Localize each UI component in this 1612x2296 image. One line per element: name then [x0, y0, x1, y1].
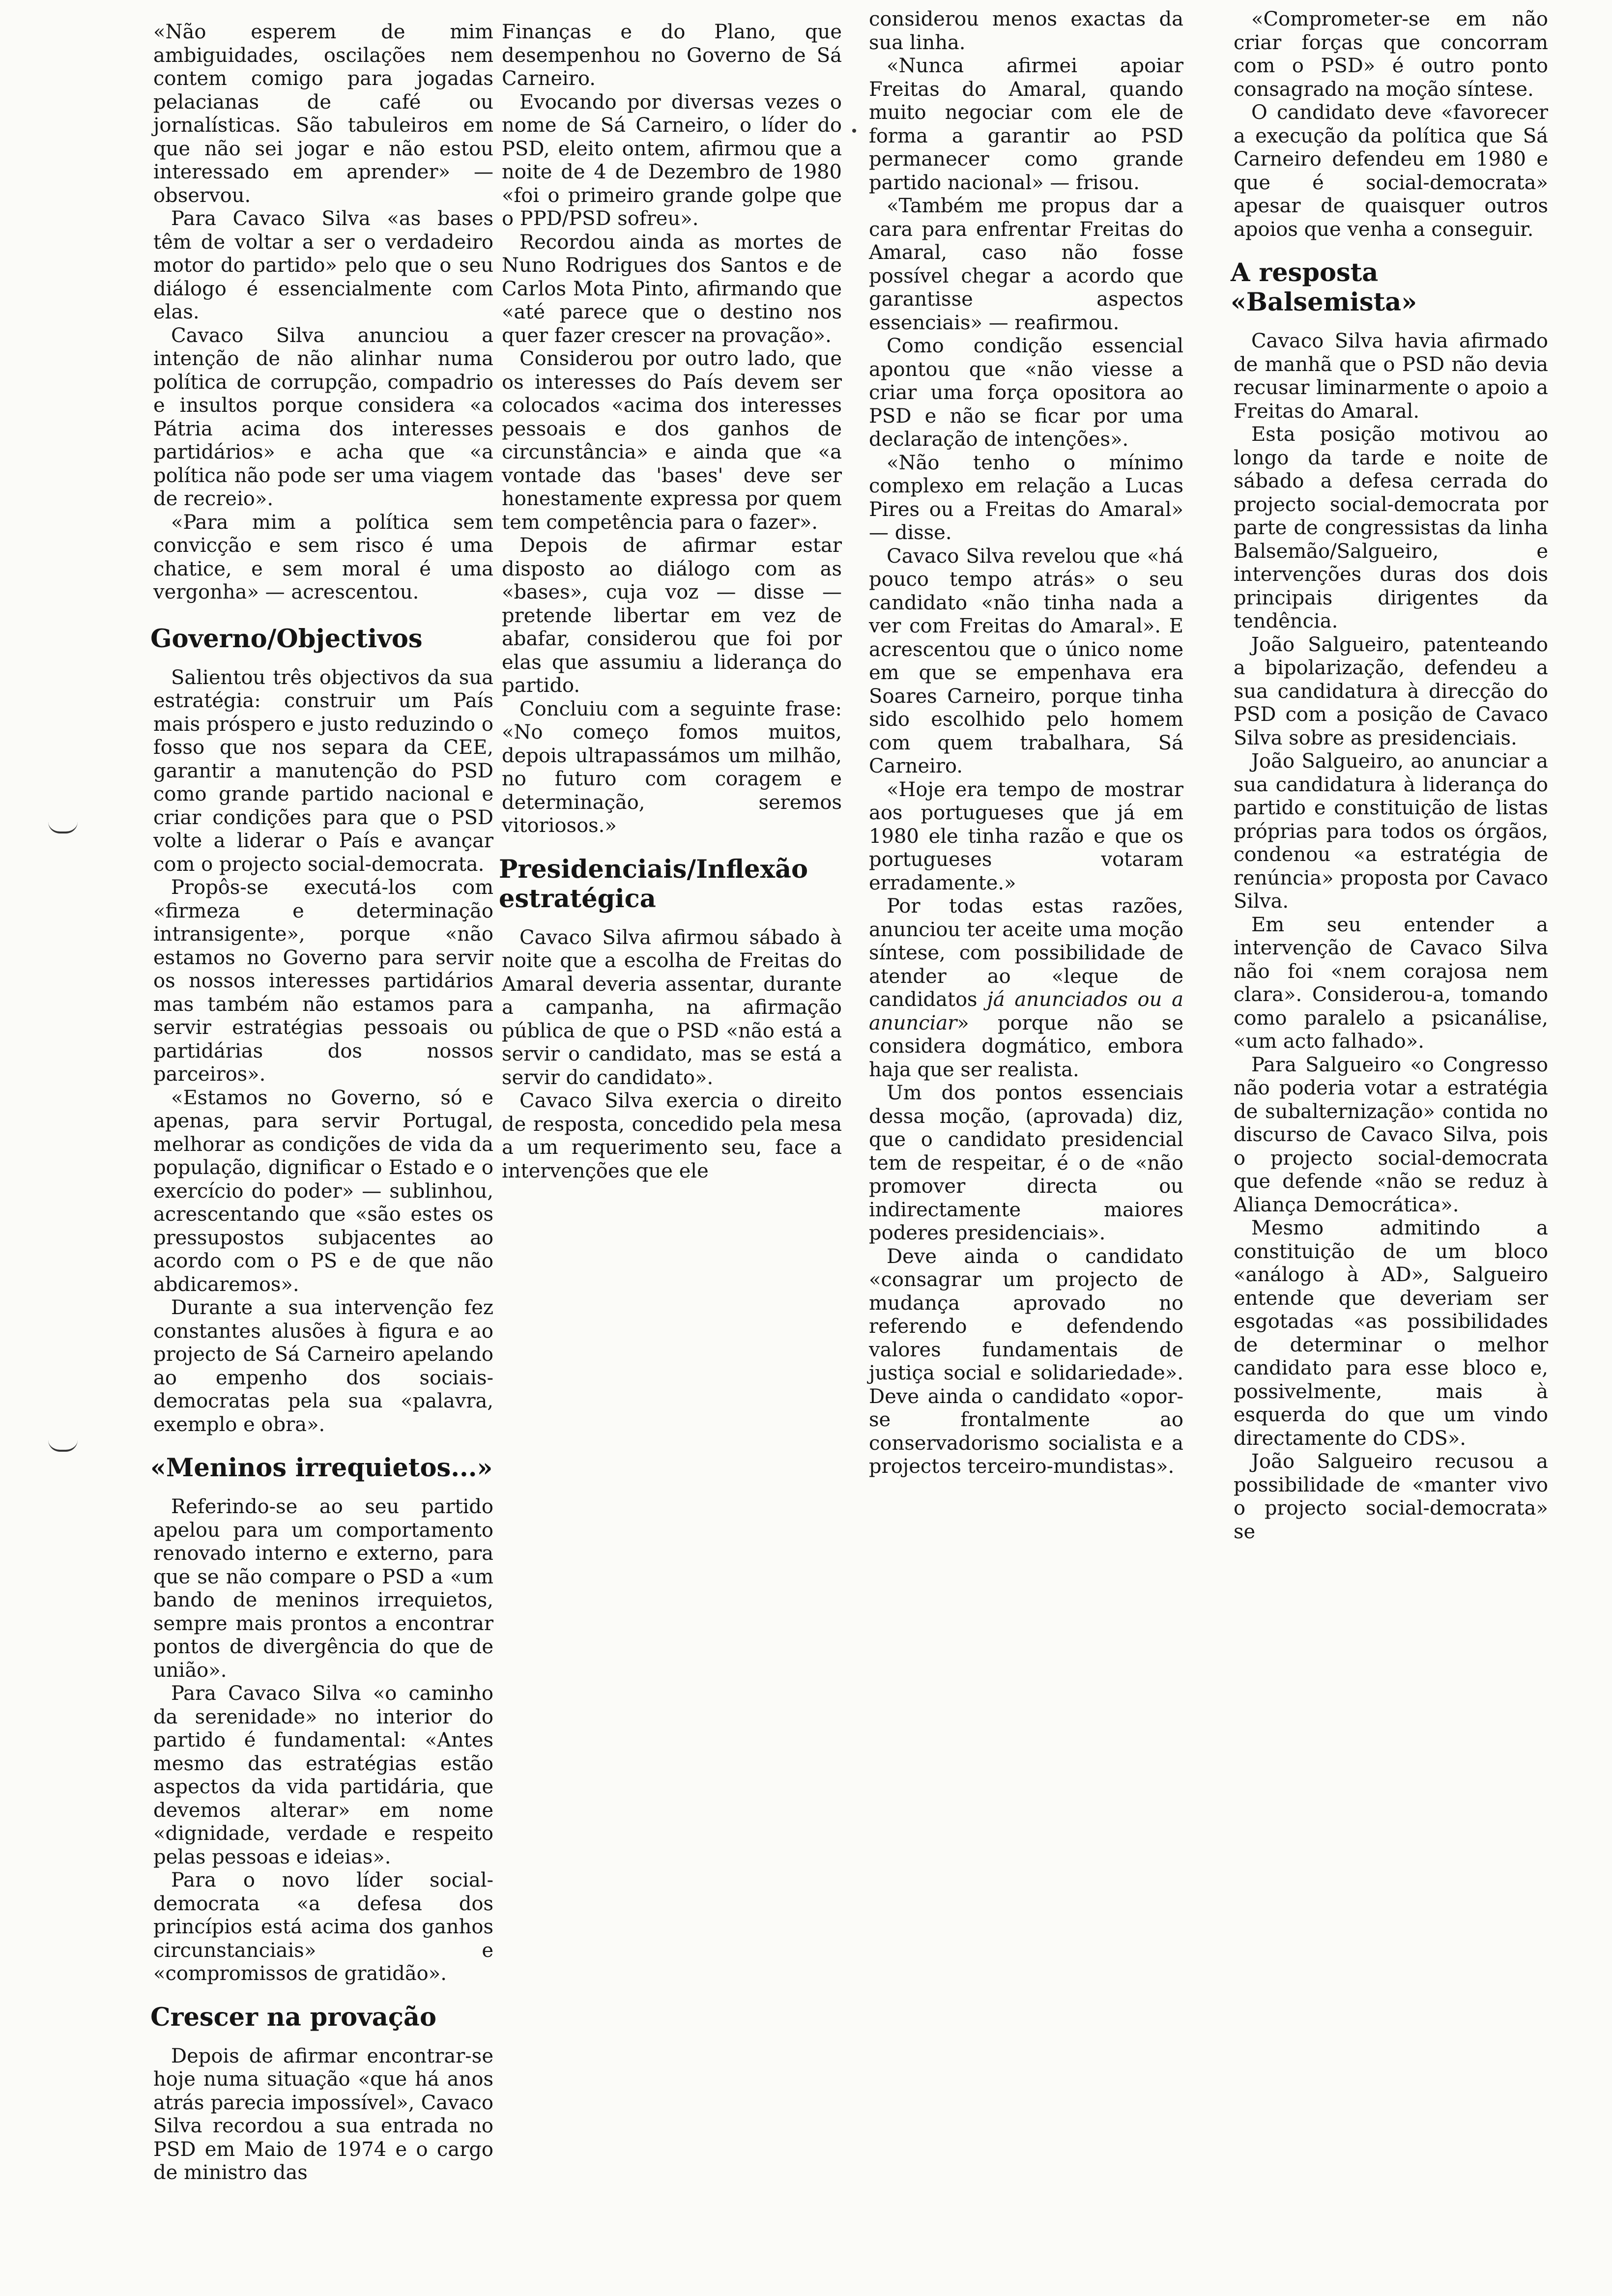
paragraph: Mesmo admitindo a constituição de um bloco «análogo à AD», Salgueiro entende que deveriam ser esgotadas «as possibilidades de determinar o melhor candidato para esse bloco e, possivelmente, mais à esquerda do que um vindo directamente do CDS».	[1234, 1217, 1548, 1450]
scan-speck	[852, 129, 856, 133]
subheading-presidenciais-inflexao: Presidenciais/Inflexão estratégica	[499, 854, 808, 914]
paragraph: Em seu entender a intervenção de Cavaco Silva não foi «nem corajosa nem clara». Considerou-a, tomando como paralelo a psicanálise, «um acto falhado».	[1234, 913, 1548, 1053]
article-column-4	[1231, 8, 1548, 1544]
paragraph-text: » porque não se considera dogmático, embora haja que ser realista.	[869, 1011, 1183, 1081]
paragraph: Deve ainda o candidato «consagrar um projecto de mudança aprovado no referendo e defendendo valores fundamentais de justiça social e solidariedade». Deve ainda o candidato «opor-se frontalmente ao conservadorismo socialista e a projectos terceiro-mundistas».	[869, 1245, 1183, 1478]
paragraph: Como condição essencial apontou que «não viesse a criar uma força opositora ao PSD e não se ficar por uma declaração de intenções».	[869, 335, 1183, 451]
paragraph: «Também me propus dar a cara para enfrentar Freitas do Amaral, caso não fosse possível chegar a acordo que garantisse aspectos essenciais» — reafirmou.	[869, 195, 1183, 334]
paragraph: Esta posição motivou ao longo da tarde e noite de sábado a defesa cerrada do projecto social-democrata por parte de congressistas da linha Balsemão/Salgueiro, e intervenções duras dos dois principais dirigentes da tendência.	[1234, 423, 1548, 632]
paragraph: «Não esperem de mim ambiguidades, oscilações nem contem comigo para jogadas pelacianas de café ou jornalísticas. São tabuleiros em que não sei jogar e não estou interessado em aprender» — observou.	[153, 21, 493, 207]
subheading-resposta-balsemista: A resposta «Balsemista»	[1231, 258, 1417, 317]
paragraph: Para Salgueiro «o Congresso não poderia votar a estratégia de subalternização» contida no discurso de Cavaco Silva, pois o projecto social-democrata que defende «não se reduz à Aliança Democrática».	[1234, 1053, 1548, 1216]
paragraph: Referindo-se ao seu partido apelou para um comportamento renovado interno e externo, para que se não compare o PSD a «um bando de meninos irrequietos, sempre mais prontos a encontrar pontos de divergência do que de união».	[153, 1495, 493, 1682]
paragraph: «Para mim a política sem convicção e sem risco é uma chatice, e sem moral é uma vergonha» — acrescentou.	[153, 511, 493, 603]
paragraph: Para Cavaco Silva «as bases têm de voltar a ser o verdadeiro motor do partido» pelo que o seu diálogo é essencialmente com elas.	[153, 207, 493, 323]
paragraph-text: Por todas estas razões, anunciou ter aceite uma moção síntese, com possibilidade de atender ao «leque de candidatos	[869, 895, 1183, 1011]
subheading-governo-objectivos: Governo/Objectivos	[150, 624, 423, 654]
paragraph: Cavaco Silva revelou que «há pouco tempo atrás» o seu candidato «não tinha nada a ver com Freitas do Amaral». E acrescentou que o único nome em que se empenhava era Soares Carneiro, porque tinha sido escolhido pelo homem com quem trabalhara, Sá Carneiro.	[869, 545, 1183, 777]
italic-quote: já anunciados ou a anunciar	[869, 988, 1183, 1034]
scan-binding-mark-bottom	[48, 1440, 78, 1452]
paragraph: «Comprometer-se em não criar forças que concorram com o PSD» é outro ponto consagrado na moção síntese.	[1234, 8, 1548, 101]
paragraph: «Nunca afirmei apoiar Freitas do Amaral, quando muito negociar com ele de forma a garantir ao PSD permanecer como grande partido nacional» — frisou.	[869, 55, 1183, 194]
article-column-2	[499, 21, 842, 1183]
paragraph: Recordou ainda as mortes de Nuno Rodrigues dos Santos e de Carlos Mota Pinto, afirmando que «até parece que o destino nos quer fazer crescer na provação».	[502, 230, 842, 347]
paragraph: Considerou por outro lado, que os interesses do País devem ser colocados «acima dos interesses pessoais e dos ganhos de circunstância» e ainda que «a vontade das 'bases' deve ser honestamente expressa por quem tem competência para o fazer».	[502, 347, 842, 534]
scan-binding-mark-top	[48, 822, 78, 833]
paragraph: Para o novo líder social-democrata «a defesa dos princípios está acima dos ganhos circunstanciais» e «compromissos de gratidão».	[153, 1869, 493, 1985]
paragraph: Para Cavaco Silva «o caminho da serenidade» no interior do partido é fundamental: «Antes mesmo das estratégias estão aspectos da vida partidária, que devemos alterar» em nome «dignidade, verdade e respeito pelas pessoas e ideias».	[153, 1682, 493, 1868]
article-column-1	[150, 21, 493, 2185]
paragraph: Um dos pontos essenciais dessa moção, (aprovada) diz, que o candidato presidencial tem de respeitar, é o de «não promover directa ou indirectamente maiores poderes presidenciais».	[869, 1082, 1183, 1244]
paragraph: «Não tenho o mínimo complexo em relação a Lucas Pires ou a Freitas do Amaral» — disse.	[869, 451, 1183, 544]
paragraph: considerou menos exactas da sua linha.	[869, 8, 1183, 54]
paragraph: João Salgueiro, ao anunciar a sua candidatura à liderança do partido e constituição de listas próprias para todos os órgãos, condenou «a estratégia de renúncia» proposta por Cavaco Silva.	[1234, 750, 1548, 913]
paragraph: Evocando por diversas vezes o nome de Sá Carneiro, o líder do PSD, eleito ontem, afirmou que a noite de 4 de Dezembro de 1980 «foi o primeiro grande golpe que o PPD/PSD sofreu».	[502, 90, 842, 230]
article-column-3	[869, 8, 1183, 1479]
paragraph: Depois de afirmar estar disposto ao diálogo com as «bases», cuja voz — disse — pretende libertar em vez de abafar, considerou que foi por elas que assumiu a liderança do partido.	[502, 534, 842, 697]
paragraph: Propôs-se executá-los com «firmeza e determinação intransigente», porque «não estamos no Governo para servir os nossos interesses partidários mas também não estamos para servir estratégias pessoais ou partidárias dos nossos parceiros».	[153, 876, 493, 1086]
paragraph: João Salgueiro, patenteando a bipolarização, defendeu a sua candidatura à direcção do PSD com a posição de Cavaco Silva sobre as presidenciais.	[1234, 633, 1548, 749]
subheading-meninos-irrequietos: «Meninos irrequietos...»	[150, 1453, 493, 1483]
paragraph: «Estamos no Governo, só e apenas, para servir Portugal, melhorar as condições de vida da população, dignificar o Estado e o exercício do poder» — sublinhou, acrescentando que «são estes os pressupostos subjacentes ao acordo com o PS e de que não abdicaremos».	[153, 1086, 493, 1296]
paragraph: Salientou três objectivos da sua estratégia: construir um País mais próspero e justo reduzindo o fosso que nos separa da CEE, garantir a manutenção do PSD como grande partido nacional e criar condições para que o PSD volte a liderar o País e avançar com o projecto social-democrata.	[153, 666, 493, 876]
paragraph: Cavaco Silva anunciou a intenção de não alinhar numa política de corrupção, compadrio e insultos porque considera «a Pátria acima dos interesses partidários» e acha que «a política não pode ser uma viagem de recreio».	[153, 324, 493, 510]
paragraph: João Salgueiro recusou a possibilidade de «manter vivo o projecto social-democrata» se	[1234, 1450, 1548, 1543]
paragraph: Finanças e do Plano, que desempenhou no Governo de Sá Carneiro.	[502, 21, 842, 90]
paragraph: Cavaco Silva exercia o direito de resposta, concedido pela mesa a um requerimento seu, face a intervenções que ele	[502, 1090, 842, 1182]
paragraph: Depois de afirmar encontrar-se hoje numa situação «que há anos atrás parecia impossível», Cavaco Silva recordou a sua entrada no PSD em Maio de 1974 e o cargo de ministro das	[153, 2044, 493, 2184]
paragraph: Durante a sua intervenção fez constantes alusões à figura e ao projecto de Sá Carneiro apelando ao empenho dos sociais-democratas pela sua «palavra, exemplo e obra».	[153, 1296, 493, 1436]
subheading-crescer-na-provacao: Crescer na provação	[150, 2002, 436, 2032]
paragraph: Concluiu com a seguinte frase: «No começo fomos muitos, depois ultrapassámos um milhão, no futuro com coragem e determinação, seremos vitoriosos.»	[502, 697, 842, 837]
paragraph: O candidato deve «favorecer a execução da política que Sá Carneiro defendeu em 1980 e que é social-democrata» apesar de quaisquer outros apoios que venha a conseguir.	[1234, 101, 1548, 241]
paragraph	[869, 895, 1183, 1082]
paragraph: Cavaco Silva havia afirmado de manhã que o PSD não devia recusar liminarmente o apoio a Freitas do Amaral.	[1234, 330, 1548, 423]
paragraph: «Hoje era tempo de mostrar aos portugueses que já em 1980 ele tinha razão e que os portugueses votaram erradamente.»	[869, 778, 1183, 894]
paragraph: Cavaco Silva afirmou sábado à noite que a escolha de Freitas do Amaral deveria assentar, durante a campanha, na afirmação pública de que o PSD «não está a servir o candidato, mas se está a servir do candidato».	[502, 926, 842, 1089]
